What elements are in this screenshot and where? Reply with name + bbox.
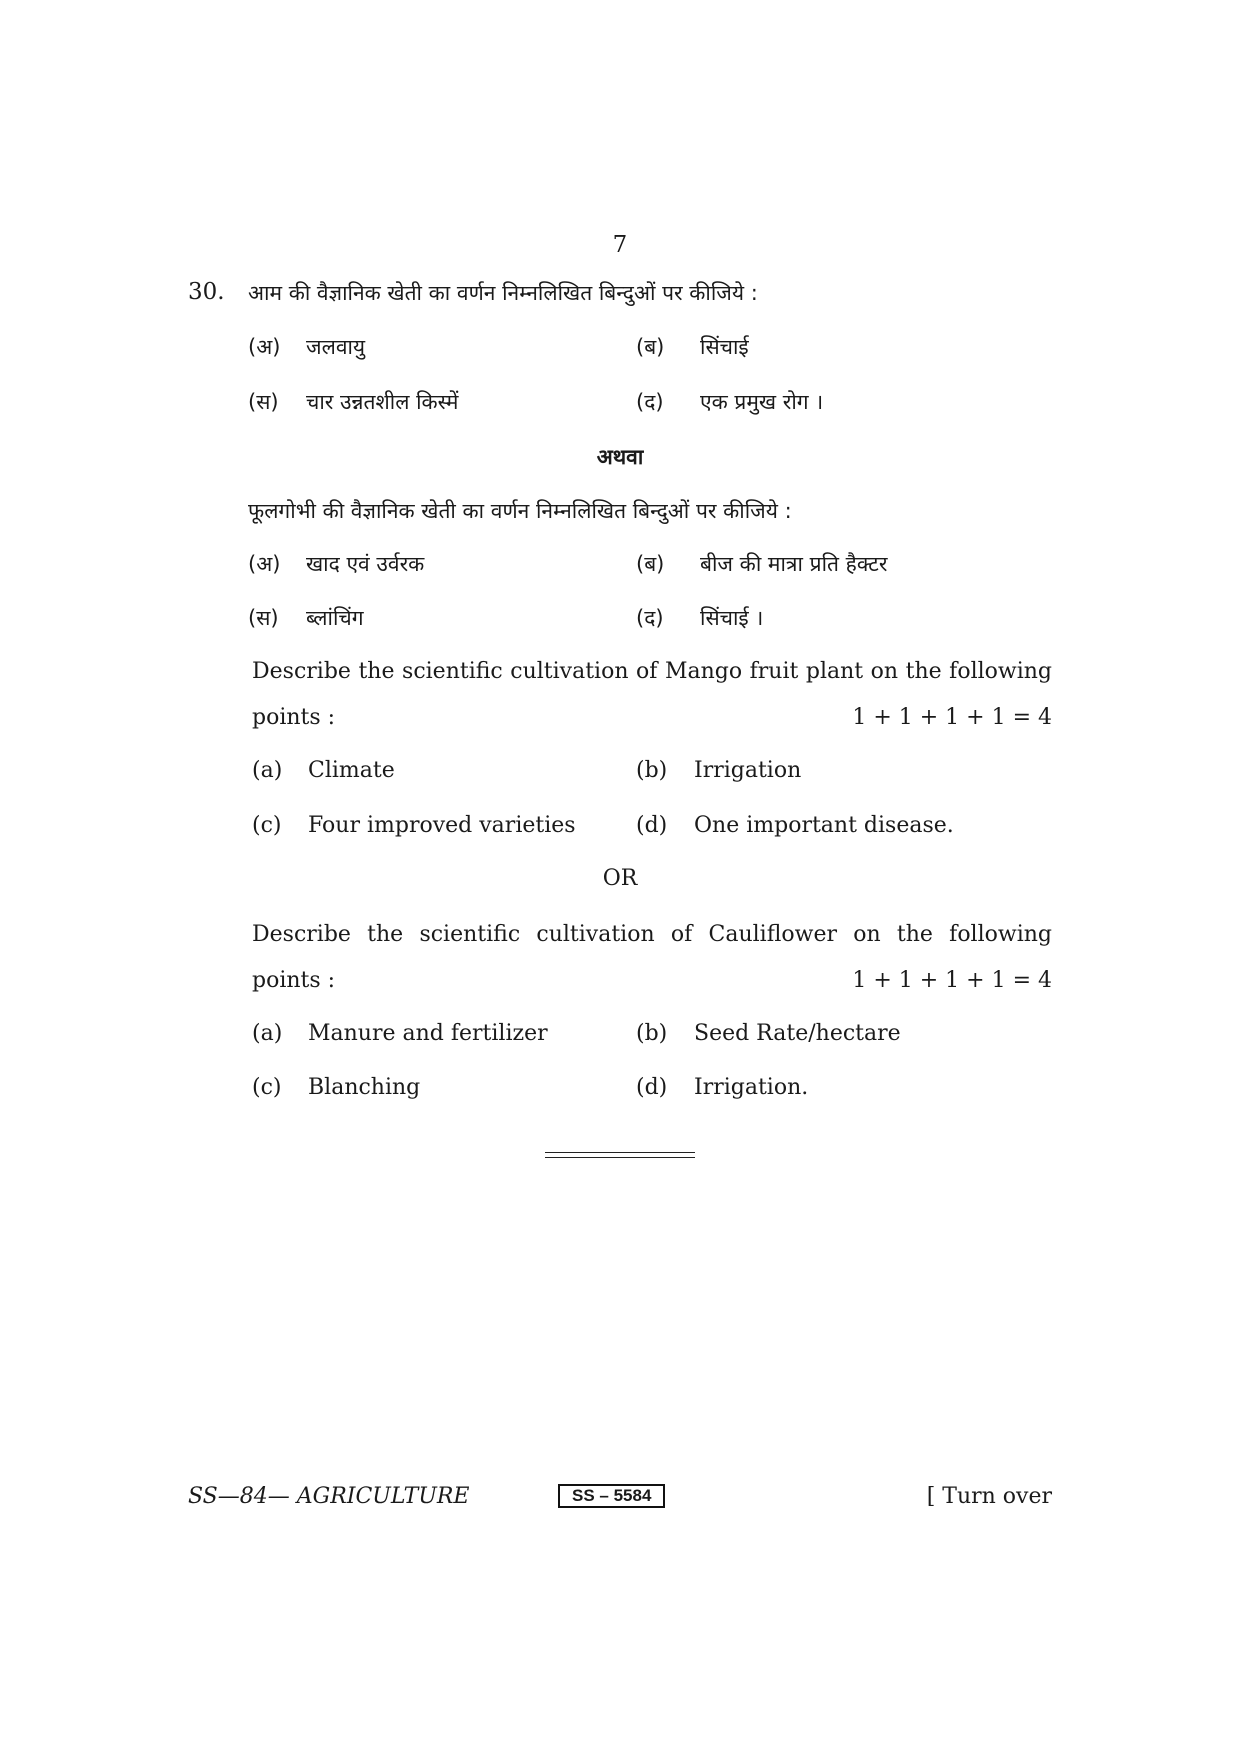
end-of-question-rule bbox=[545, 1152, 695, 1158]
hindi-alt-option-label: (स) bbox=[248, 606, 279, 630]
english-alt-option-text: Manure and fertilizer bbox=[308, 1021, 548, 1046]
hindi-alt-option-text: खाद एवं उर्वरक bbox=[306, 552, 425, 576]
english-option-label: (c) bbox=[252, 813, 282, 838]
hindi-option-label: (अ) bbox=[248, 335, 281, 359]
english-alt-option-text: Seed Rate/hectare bbox=[694, 1021, 901, 1046]
english-alt-option-label: (a) bbox=[252, 1021, 283, 1046]
hindi-prompt: आम की वैज्ञानिक खेती का वर्णन निम्नलिखित बिन्दुओं पर कीजिये : bbox=[248, 281, 758, 305]
english-option-text: Irrigation bbox=[694, 758, 802, 783]
english-alt-prompt-line: Describe the scientific cultivation of Cauliflower on the following bbox=[252, 922, 1052, 947]
english-alt-option-text: Irrigation. bbox=[694, 1075, 809, 1100]
hindi-option-text: एक प्रमुख रोग । bbox=[700, 390, 824, 414]
english-option-text: Four improved varieties bbox=[308, 813, 576, 838]
hindi-option-text: चार उन्नतशील किस्में bbox=[306, 390, 459, 414]
english-or-divider: OR bbox=[602, 866, 638, 891]
english-option-label: (b) bbox=[636, 758, 668, 783]
english-option-text: One important disease. bbox=[694, 813, 954, 838]
hindi-alt-prompt: फूलगोभी की वैज्ञानिक खेती का वर्णन निम्नलिखित बिन्दुओं पर कीजिये : bbox=[248, 499, 792, 523]
english-alt-option-label: (c) bbox=[252, 1075, 282, 1100]
english-option-text: Climate bbox=[308, 758, 395, 783]
english-option-label: (d) bbox=[636, 813, 668, 838]
hindi-alt-option-label: (ब) bbox=[636, 552, 665, 576]
hindi-alt-option-label: (अ) bbox=[248, 552, 281, 576]
english-prompt-line: points : bbox=[252, 705, 336, 730]
footer-turn-over: [ Turn over bbox=[926, 1484, 1052, 1509]
hindi-option-label: (द) bbox=[636, 390, 664, 414]
marks-allocation: 1 + 1 + 1 + 1 = 4 bbox=[852, 705, 1052, 730]
marks-allocation: 1 + 1 + 1 + 1 = 4 bbox=[852, 968, 1052, 993]
question-number: 30. bbox=[188, 279, 225, 305]
hindi-or-divider: अथवा bbox=[596, 445, 644, 469]
page-number: 7 bbox=[612, 232, 628, 258]
hindi-option-text: सिंचाई bbox=[700, 335, 749, 359]
english-alt-option-label: (b) bbox=[636, 1021, 668, 1046]
hindi-alt-option-text: सिंचाई । bbox=[700, 606, 764, 630]
hindi-alt-option-label: (द) bbox=[636, 606, 664, 630]
hindi-alt-option-text: बीज की मात्रा प्रति हैक्टर bbox=[700, 552, 888, 576]
english-alt-option-label: (d) bbox=[636, 1075, 668, 1100]
hindi-option-text: जलवायु bbox=[306, 335, 366, 359]
footer-subject: SS—84— AGRICULTURE bbox=[188, 1484, 470, 1509]
english-alt-option-text: Blanching bbox=[308, 1075, 421, 1100]
english-option-label: (a) bbox=[252, 758, 283, 783]
hindi-option-label: (स) bbox=[248, 390, 279, 414]
english-prompt-line: Describe the scientific cultivation of Mango fruit plant on the following bbox=[252, 659, 1052, 684]
english-alt-prompt-line: points : bbox=[252, 968, 336, 993]
hindi-option-label: (ब) bbox=[636, 335, 665, 359]
footer-paper-code: SS – 5584 bbox=[558, 1484, 665, 1508]
hindi-alt-option-text: ब्लांचिंग bbox=[306, 606, 364, 630]
